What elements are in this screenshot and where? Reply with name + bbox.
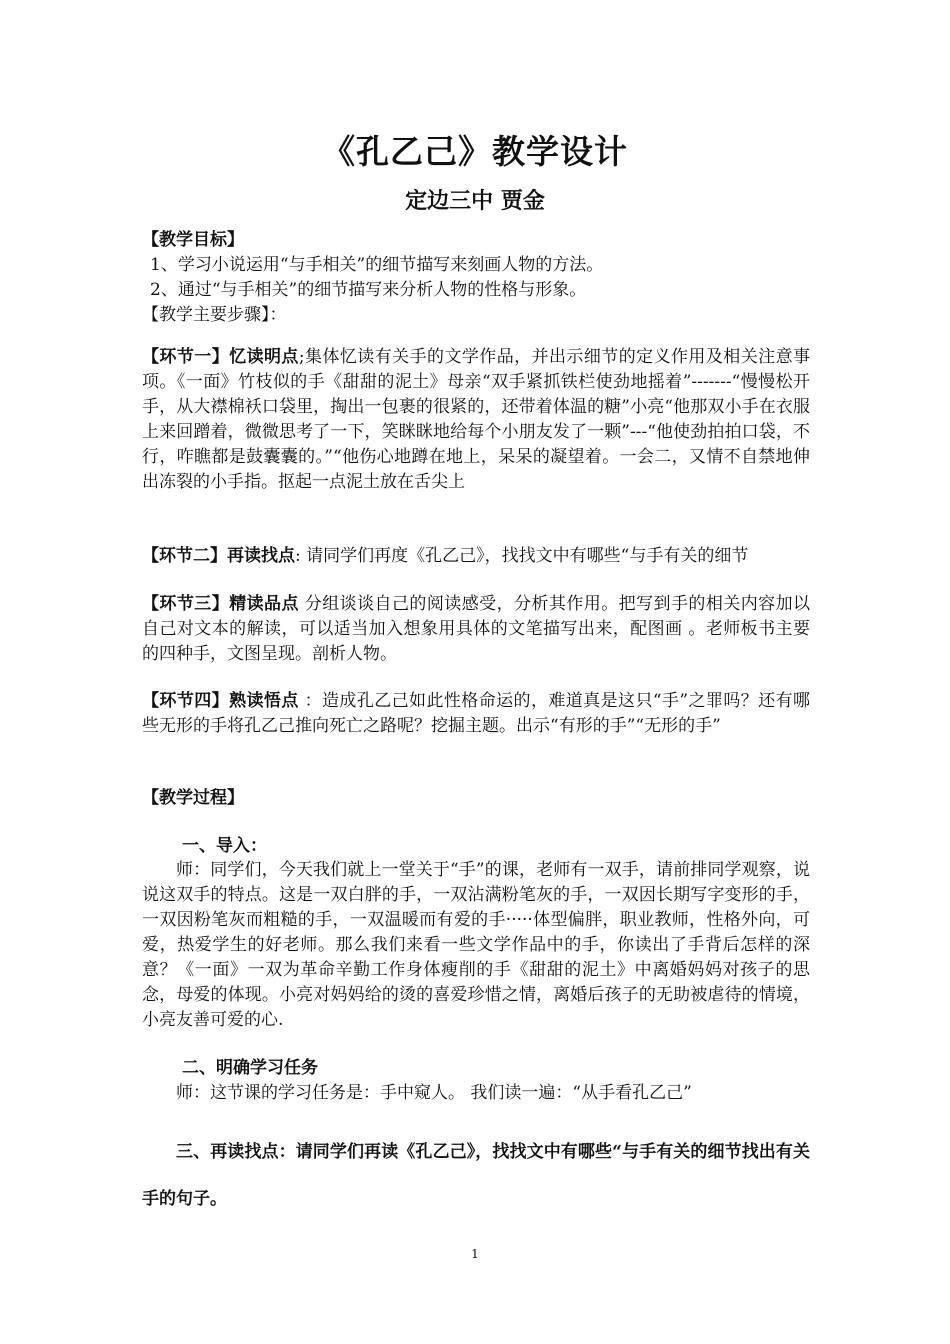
step-name: 再读找点 [227, 546, 295, 566]
step-3 [142, 592, 810, 667]
process-heading: 【教学过程】 [142, 788, 244, 808]
step-4 [142, 689, 810, 764]
step-name: 精读品点 [229, 594, 299, 614]
document-title: 《孔乙己》教学设计 [322, 132, 628, 171]
objective-item: 2、通过“与手相关”的细节描写来分析人物的性格与形象。 [150, 280, 587, 300]
step-label: 【环节三】 [142, 594, 230, 614]
intro-heading-wrap [142, 834, 810, 859]
step-label: 【环节二】 [142, 546, 227, 566]
step-label: 【环节四】 [142, 691, 230, 711]
find-paragraph: 三、再读找点：请同学们再读《孔乙己》，找找文中有哪些“与手有关的细节找出有关手的句子。 [142, 1142, 810, 1209]
step-text: : 请同学们再度《孔乙己》，找找文中有哪些“与手有关的细节 [295, 546, 749, 566]
step-label: 【环节一】 [142, 347, 230, 367]
page-number: 1 [471, 1247, 479, 1261]
process-section [142, 786, 810, 811]
step-name: 熟读悟点 [229, 691, 299, 711]
objectives-section [142, 228, 810, 328]
steps-heading: 【教学主要步骤】： [142, 305, 287, 325]
objective-item: 1、学习小说运用“与手相关”的细节描写来刻画人物的方法。 [150, 255, 604, 275]
intro-heading: 一、导入： [182, 836, 267, 856]
intro-paragraph: 师：同学们，今天我们就上一堂关于“手”的课，老师有一双手，请前排同学观察，说说这双手的特点。这是一双白胖的手，一双沾满粉笔灰的手，一双因长期写字变形的手，一双因粉笔灰而粗糙的手，一双温暖而有爱的手·····体型偏胖，职业教师，性格外向，可爱，热爱学生的好老师。那么我们来看一些文学作品中的手，你读出了手背后怎样的深意？《一面》一双为革命辛勤工作身体瘦削的手《甜甜的泥土》中离婚妈妈对孩子的思念，母爱的体现。小亮对妈妈给的烫的喜爱珍惜之情，离婚后孩子的无助被虐待的情境，小亮友善可爱的心. [142, 860, 810, 1030]
objectives-heading: 【教学目标】 [142, 230, 244, 250]
step-text: ：造成孔乙己如此性格命运的，难道真是这只“手”之罪吗？还有哪些无形的手将孔乙己推向死亡之路呢？挖掘主题。出示“有形的手”“无形的手” [142, 691, 810, 736]
document-subtitle: 定边三中 贾金 [405, 188, 545, 214]
task-paragraph: 师：这节课的学习任务是：手中窥人。 我们读一遍：“从手看孔乙己” [176, 1083, 692, 1103]
step-1 [142, 345, 810, 520]
task-paragraph-wrap [142, 1081, 810, 1106]
step-text: 分组谈谈自己的阅读感受，分析其作用。把写到手的相关内容加以自己对文本的解读，可以适当加入想象用具体的文笔描写出来，配图画 。老师板书主要的四种手，文图呈现。剖析人物。 [142, 594, 811, 664]
step-2 [142, 544, 810, 569]
step-name: 忆读明点 [229, 347, 299, 367]
task-heading: 二、明确学习任务 [182, 1058, 318, 1078]
task-heading-wrap [142, 1056, 810, 1081]
step-text: ;集体忆读有关手的文学作品，并出示细节的定义作用及相关注意事项。《一面》竹枝似的手《甜甜的泥土》母亲“双手紧抓铁栏使劲地摇着”-------“慢慢松开手，从大襟棉袄口袋里，掏出一包裹的很紧的，还带着体温的糖”小亮“他那双小手在衣服上来回蹭着，微微思考了一下，笑眯眯地给每个小朋友发了一颗”---“他使劲拍拍口袋，不行，咋瞧都是鼓囊囊的。”“他伤心地蹲在地上，呆呆的凝望着。一会二，又情不自禁地伸出冻裂的小手指。抠起一点泥土放在舌尖上 [142, 347, 810, 492]
